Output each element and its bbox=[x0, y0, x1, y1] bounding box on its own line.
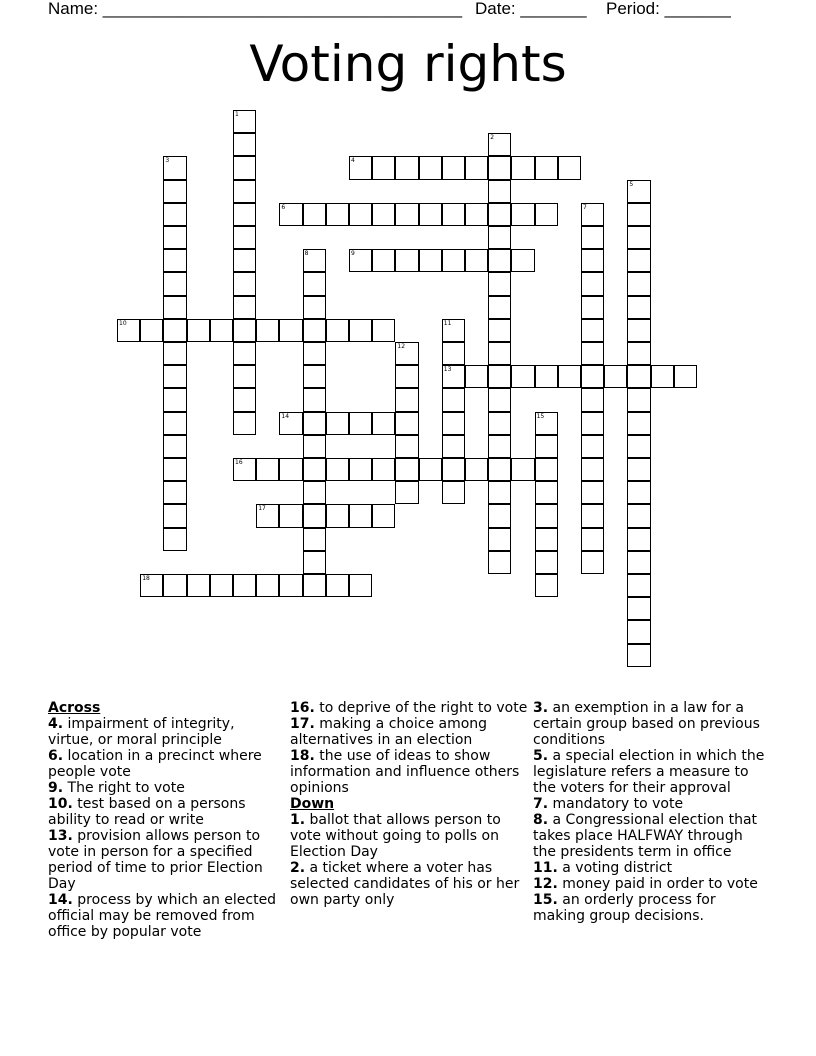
grid-cell[interactable] bbox=[419, 203, 442, 226]
grid-cell[interactable] bbox=[535, 365, 558, 388]
grid-cell[interactable] bbox=[535, 481, 558, 504]
grid-cell[interactable] bbox=[279, 319, 302, 342]
clue-number: 17 bbox=[258, 505, 266, 513]
grid-cell[interactable] bbox=[511, 203, 534, 226]
grid-cell[interactable] bbox=[163, 458, 186, 481]
grid-cell[interactable] bbox=[210, 574, 233, 597]
grid-cell[interactable] bbox=[163, 365, 186, 388]
grid-cell[interactable] bbox=[372, 412, 395, 435]
grid-cell[interactable] bbox=[163, 504, 186, 527]
puzzle-title: Voting rights bbox=[249, 35, 567, 93]
grid-cell[interactable] bbox=[488, 458, 511, 481]
clue-num: 3. bbox=[533, 700, 549, 716]
clue-item bbox=[533, 892, 769, 924]
clue-number: 3 bbox=[165, 157, 170, 165]
clue-text: impairment of integrity, virtue, or moral principle bbox=[48, 716, 235, 748]
grid-cell[interactable] bbox=[279, 203, 302, 226]
clue-text: process by which an elected official may be removed from office by popular vote bbox=[48, 892, 277, 940]
grid-cell[interactable] bbox=[535, 203, 558, 226]
grid-cell[interactable] bbox=[303, 412, 326, 435]
grid-cell[interactable] bbox=[581, 296, 604, 319]
grid-cell[interactable] bbox=[627, 180, 650, 203]
grid-cell[interactable] bbox=[627, 388, 650, 411]
clue-number: 2 bbox=[490, 134, 495, 142]
clue-text: The right to vote bbox=[63, 780, 185, 796]
clue-number: 8 bbox=[304, 250, 309, 258]
grid-cell[interactable] bbox=[163, 203, 186, 226]
grid-cell[interactable] bbox=[442, 388, 465, 411]
grid-cell[interactable] bbox=[233, 272, 256, 295]
grid-cell[interactable] bbox=[326, 504, 349, 527]
grid-cell[interactable] bbox=[163, 528, 186, 551]
clue-text: location in a precinct where people vote bbox=[48, 748, 262, 780]
clue-item bbox=[533, 700, 769, 748]
grid-cell[interactable] bbox=[163, 156, 186, 179]
clue-text: to deprive of the right to vote bbox=[314, 700, 528, 716]
grid-cell[interactable] bbox=[442, 458, 465, 481]
grid-cell[interactable] bbox=[581, 528, 604, 551]
clue-number: 13 bbox=[443, 366, 452, 374]
clue-item bbox=[290, 860, 530, 908]
grid-cell[interactable] bbox=[163, 226, 186, 249]
grid-cell[interactable] bbox=[187, 319, 210, 342]
grid-cell[interactable] bbox=[233, 388, 256, 411]
clue-num: 4. bbox=[48, 716, 64, 732]
grid-cell[interactable] bbox=[303, 203, 326, 226]
grid-cell[interactable] bbox=[581, 504, 604, 527]
grid-cell[interactable] bbox=[581, 365, 604, 388]
clue-item bbox=[533, 876, 769, 892]
grid-cell[interactable] bbox=[581, 458, 604, 481]
grid-cell[interactable] bbox=[627, 481, 650, 504]
grid-cell[interactable] bbox=[163, 412, 186, 435]
grid-cell[interactable] bbox=[326, 458, 349, 481]
grid-cell[interactable] bbox=[210, 319, 233, 342]
clue-item bbox=[48, 796, 284, 828]
grid-cell[interactable] bbox=[488, 156, 511, 179]
grid-cell[interactable] bbox=[627, 226, 650, 249]
grid-cell[interactable] bbox=[303, 365, 326, 388]
grid-cell[interactable] bbox=[233, 203, 256, 226]
grid-cell[interactable] bbox=[488, 226, 511, 249]
clue-text: a voting district bbox=[557, 860, 673, 876]
grid-cell[interactable] bbox=[233, 319, 256, 342]
grid-cell[interactable] bbox=[303, 388, 326, 411]
grid-cell[interactable] bbox=[326, 574, 349, 597]
clue-item bbox=[533, 796, 769, 812]
grid-cell[interactable] bbox=[279, 504, 302, 527]
across-header: Across bbox=[48, 700, 101, 716]
grid-cell[interactable] bbox=[303, 528, 326, 551]
grid-cell[interactable] bbox=[488, 133, 511, 156]
grid-cell[interactable] bbox=[488, 319, 511, 342]
grid-cell[interactable] bbox=[326, 319, 349, 342]
grid-cell[interactable] bbox=[627, 597, 650, 620]
grid-cell[interactable] bbox=[163, 249, 186, 272]
clue-number: 14 bbox=[281, 412, 290, 420]
grid-cell[interactable] bbox=[326, 412, 349, 435]
grid-cell[interactable] bbox=[674, 365, 697, 388]
grid-cell[interactable] bbox=[535, 412, 558, 435]
grid-cell[interactable] bbox=[465, 458, 488, 481]
grid-cell[interactable] bbox=[233, 574, 256, 597]
grid-cell[interactable] bbox=[581, 272, 604, 295]
grid-cell[interactable] bbox=[140, 574, 163, 597]
grid-cell[interactable] bbox=[256, 458, 279, 481]
grid-cell[interactable] bbox=[140, 319, 163, 342]
clue-num: 7. bbox=[533, 796, 549, 812]
grid-cell[interactable] bbox=[627, 644, 650, 667]
grid-cell[interactable] bbox=[442, 481, 465, 504]
period-field[interactable]: Period: _______ bbox=[606, 0, 731, 18]
grid-cell[interactable] bbox=[303, 319, 326, 342]
grid-cell[interactable] bbox=[442, 249, 465, 272]
grid-cell[interactable] bbox=[511, 458, 534, 481]
grid-cell[interactable] bbox=[581, 435, 604, 458]
grid-cell[interactable] bbox=[465, 156, 488, 179]
clue-text: the use of ideas to show information and influence others opinions bbox=[290, 748, 520, 796]
grid-cell[interactable] bbox=[581, 226, 604, 249]
clue-item bbox=[48, 748, 284, 780]
grid-cell[interactable] bbox=[581, 551, 604, 574]
grid-cell[interactable] bbox=[488, 180, 511, 203]
grid-cell[interactable] bbox=[395, 458, 418, 481]
date-field[interactable]: Date: _______ bbox=[475, 0, 587, 18]
clue-column-1 bbox=[48, 700, 284, 940]
grid-cell[interactable] bbox=[535, 435, 558, 458]
grid-cell[interactable] bbox=[627, 249, 650, 272]
grid-cell[interactable] bbox=[627, 551, 650, 574]
grid-cell[interactable] bbox=[163, 272, 186, 295]
grid-cell[interactable] bbox=[326, 203, 349, 226]
clue-text: provision allows person to vote in person for a specified period of time to prior Election Day bbox=[48, 828, 263, 892]
grid-cell[interactable] bbox=[233, 156, 256, 179]
clue-number: 16 bbox=[235, 459, 243, 466]
grid-cell[interactable] bbox=[303, 551, 326, 574]
grid-cell[interactable] bbox=[488, 388, 511, 411]
grid-cell[interactable] bbox=[395, 365, 418, 388]
grid-cell[interactable] bbox=[349, 412, 372, 435]
grid-cell[interactable] bbox=[163, 296, 186, 319]
grid-cell[interactable] bbox=[372, 458, 395, 481]
clue-num: 14. bbox=[48, 892, 73, 908]
grid-cell[interactable] bbox=[372, 203, 395, 226]
clue-column-3 bbox=[533, 700, 769, 924]
clue-item bbox=[48, 716, 284, 748]
clue-item bbox=[533, 860, 769, 876]
grid-cell[interactable] bbox=[581, 249, 604, 272]
grid-cell[interactable] bbox=[627, 620, 650, 643]
grid-cell[interactable] bbox=[233, 249, 256, 272]
grid-cell[interactable] bbox=[442, 365, 465, 388]
clue-item bbox=[48, 828, 284, 892]
grid-cell[interactable] bbox=[627, 412, 650, 435]
grid-cell[interactable] bbox=[651, 365, 674, 388]
grid-cell[interactable] bbox=[279, 458, 302, 481]
grid-cell[interactable] bbox=[465, 203, 488, 226]
grid-cell[interactable] bbox=[558, 156, 581, 179]
clue-number: 4 bbox=[351, 157, 355, 165]
grid-cell[interactable] bbox=[395, 435, 418, 458]
grid-cell[interactable] bbox=[581, 388, 604, 411]
grid-cell[interactable] bbox=[233, 296, 256, 319]
grid-cell[interactable] bbox=[163, 574, 186, 597]
clue-number: 7 bbox=[583, 203, 587, 211]
clue-num: 6. bbox=[48, 748, 64, 764]
grid-cell[interactable] bbox=[372, 504, 395, 527]
grid-cell[interactable] bbox=[627, 272, 650, 295]
clue-number: 15 bbox=[536, 412, 545, 420]
grid-cell[interactable] bbox=[627, 203, 650, 226]
clue-number: 1 bbox=[235, 111, 239, 118]
grid-cell[interactable] bbox=[187, 574, 210, 597]
grid-cell[interactable] bbox=[488, 528, 511, 551]
grid-cell[interactable] bbox=[303, 296, 326, 319]
name-field[interactable]: Name: ______________________________________ bbox=[48, 0, 463, 18]
clue-num: 12. bbox=[533, 876, 558, 892]
clue-number: 18 bbox=[142, 575, 150, 582]
grid-cell[interactable] bbox=[163, 435, 186, 458]
grid-cell[interactable] bbox=[419, 156, 442, 179]
clue-number: 11 bbox=[443, 319, 452, 327]
grid-cell[interactable] bbox=[303, 458, 326, 481]
grid-cell[interactable] bbox=[163, 319, 186, 342]
down-header: Down bbox=[290, 796, 335, 812]
grid-cell[interactable] bbox=[233, 412, 256, 435]
grid-cell[interactable] bbox=[581, 481, 604, 504]
grid-cell[interactable] bbox=[627, 296, 650, 319]
clue-num: 11. bbox=[533, 860, 558, 876]
grid-cell[interactable] bbox=[349, 249, 372, 272]
grid-cell[interactable] bbox=[279, 412, 302, 435]
grid-cell[interactable] bbox=[163, 481, 186, 504]
grid-cell[interactable] bbox=[372, 156, 395, 179]
grid-cell[interactable] bbox=[627, 528, 650, 551]
clue-num: 17. bbox=[290, 716, 315, 732]
clue-num: 18. bbox=[290, 748, 315, 764]
grid-cell[interactable] bbox=[419, 458, 442, 481]
grid-cell[interactable] bbox=[535, 528, 558, 551]
grid-cell[interactable] bbox=[535, 156, 558, 179]
clue-item bbox=[290, 812, 530, 860]
grid-cell[interactable] bbox=[442, 342, 465, 365]
grid-cell[interactable] bbox=[488, 504, 511, 527]
clue-num: 15. bbox=[533, 892, 558, 908]
clue-num: 10. bbox=[48, 796, 73, 812]
grid-cell[interactable] bbox=[488, 296, 511, 319]
grid-cell[interactable] bbox=[488, 272, 511, 295]
grid-cell[interactable] bbox=[233, 226, 256, 249]
grid-cell[interactable] bbox=[395, 249, 418, 272]
grid-cell[interactable] bbox=[488, 365, 511, 388]
clue-number: 5 bbox=[629, 180, 634, 188]
grid-cell[interactable] bbox=[163, 342, 186, 365]
grid-cell[interactable] bbox=[488, 249, 511, 272]
grid-cell[interactable] bbox=[511, 249, 534, 272]
grid-cell[interactable] bbox=[349, 203, 372, 226]
grid-cell[interactable] bbox=[488, 342, 511, 365]
grid-cell[interactable] bbox=[256, 319, 279, 342]
grid-cell[interactable] bbox=[349, 319, 372, 342]
grid-cell[interactable] bbox=[349, 504, 372, 527]
grid-cell[interactable] bbox=[233, 365, 256, 388]
grid-cell[interactable] bbox=[558, 365, 581, 388]
grid-cell[interactable] bbox=[604, 365, 627, 388]
clue-num: 9. bbox=[48, 780, 64, 796]
grid-cell[interactable] bbox=[256, 504, 279, 527]
clue-text: an exemption in a law for a certain group based on previous conditions bbox=[533, 700, 760, 748]
clue-text: a ticket where a voter has selected candidates of his or her own party only bbox=[290, 860, 520, 908]
grid-cell[interactable] bbox=[303, 342, 326, 365]
grid-cell[interactable] bbox=[488, 203, 511, 226]
clue-item bbox=[290, 716, 530, 748]
clue-text: ballot that allows person to vote without going to polls on Election Day bbox=[290, 812, 501, 860]
grid-cell[interactable] bbox=[395, 388, 418, 411]
clue-number: 9 bbox=[351, 250, 355, 258]
grid-cell[interactable] bbox=[465, 365, 488, 388]
grid-cell[interactable] bbox=[511, 365, 534, 388]
grid-cell[interactable] bbox=[581, 412, 604, 435]
clue-text: money paid in order to vote bbox=[557, 876, 758, 892]
grid-cell[interactable] bbox=[511, 156, 534, 179]
grid-cell[interactable] bbox=[627, 365, 650, 388]
clue-column-2 bbox=[290, 700, 530, 908]
grid-cell[interactable] bbox=[303, 272, 326, 295]
grid-cell[interactable] bbox=[581, 203, 604, 226]
grid-cell[interactable] bbox=[233, 133, 256, 156]
grid-cell[interactable] bbox=[442, 156, 465, 179]
clue-text: making a choice among alternatives in an election bbox=[290, 716, 488, 748]
grid-cell[interactable] bbox=[581, 319, 604, 342]
clue-num: 1. bbox=[290, 812, 306, 828]
clue-number: 10 bbox=[119, 319, 127, 327]
grid-cell[interactable] bbox=[303, 574, 326, 597]
clue-num: 2. bbox=[290, 860, 306, 876]
grid-cell[interactable] bbox=[488, 412, 511, 435]
grid-cell[interactable] bbox=[465, 249, 488, 272]
clue-item bbox=[533, 748, 769, 796]
clue-text: a special election in which the legislature refers a measure to the voters for their approval bbox=[533, 748, 765, 796]
clue-num: 16. bbox=[290, 700, 315, 716]
clue-num: 13. bbox=[48, 828, 73, 844]
grid-cell[interactable] bbox=[535, 504, 558, 527]
grid-cell[interactable] bbox=[395, 412, 418, 435]
grid-cell[interactable] bbox=[233, 180, 256, 203]
grid-cell[interactable] bbox=[349, 574, 372, 597]
grid-cell[interactable] bbox=[627, 504, 650, 527]
grid-cell[interactable] bbox=[303, 481, 326, 504]
clue-text: test based on a persons ability to read or write bbox=[48, 796, 246, 828]
grid-cell[interactable] bbox=[395, 481, 418, 504]
grid-cell[interactable] bbox=[419, 249, 442, 272]
grid-cell[interactable] bbox=[627, 574, 650, 597]
grid-cell[interactable] bbox=[442, 412, 465, 435]
grid-cell[interactable] bbox=[163, 388, 186, 411]
grid-cell[interactable] bbox=[442, 319, 465, 342]
grid-cell[interactable] bbox=[488, 481, 511, 504]
grid-cell[interactable] bbox=[349, 458, 372, 481]
grid-cell[interactable] bbox=[581, 342, 604, 365]
clue-item bbox=[290, 700, 530, 716]
grid-cell[interactable] bbox=[535, 551, 558, 574]
clue-item bbox=[290, 748, 530, 796]
grid-cell[interactable] bbox=[233, 342, 256, 365]
grid-cell[interactable] bbox=[395, 342, 418, 365]
grid-cell[interactable] bbox=[233, 110, 256, 133]
clue-text: mandatory to vote bbox=[548, 796, 684, 812]
grid-cell[interactable] bbox=[303, 435, 326, 458]
grid-cell[interactable] bbox=[303, 504, 326, 527]
grid-cell[interactable] bbox=[627, 319, 650, 342]
grid-cell[interactable] bbox=[535, 458, 558, 481]
grid-cell[interactable] bbox=[442, 435, 465, 458]
clue-text: an orderly process for making group decisions. bbox=[533, 892, 716, 924]
grid-cell[interactable] bbox=[303, 249, 326, 272]
grid-cell[interactable] bbox=[535, 574, 558, 597]
grid-cell[interactable] bbox=[488, 551, 511, 574]
clue-num: 5. bbox=[533, 748, 549, 764]
grid-cell[interactable] bbox=[372, 319, 395, 342]
clue-number: 6 bbox=[281, 203, 286, 211]
grid-cell[interactable] bbox=[163, 180, 186, 203]
grid-cell[interactable] bbox=[256, 574, 279, 597]
grid-cell[interactable] bbox=[372, 249, 395, 272]
clue-item bbox=[533, 812, 769, 860]
grid-cell[interactable] bbox=[627, 342, 650, 365]
clue-item bbox=[48, 892, 284, 940]
grid-cell[interactable] bbox=[117, 319, 140, 342]
grid-cell[interactable] bbox=[488, 435, 511, 458]
grid-cell[interactable] bbox=[349, 156, 372, 179]
clue-text: a Congressional election that takes place HALFWAY through the presidents term in office bbox=[533, 812, 758, 860]
grid-cell[interactable] bbox=[233, 458, 256, 481]
grid-cell[interactable] bbox=[279, 574, 302, 597]
clue-item bbox=[48, 780, 284, 796]
grid-cell[interactable] bbox=[395, 156, 418, 179]
grid-cell[interactable] bbox=[395, 203, 418, 226]
clue-number: 12 bbox=[397, 343, 406, 350]
grid-cell[interactable] bbox=[627, 435, 650, 458]
grid-cell[interactable] bbox=[627, 458, 650, 481]
grid-cell[interactable] bbox=[442, 203, 465, 226]
clue-num: 8. bbox=[533, 812, 549, 828]
